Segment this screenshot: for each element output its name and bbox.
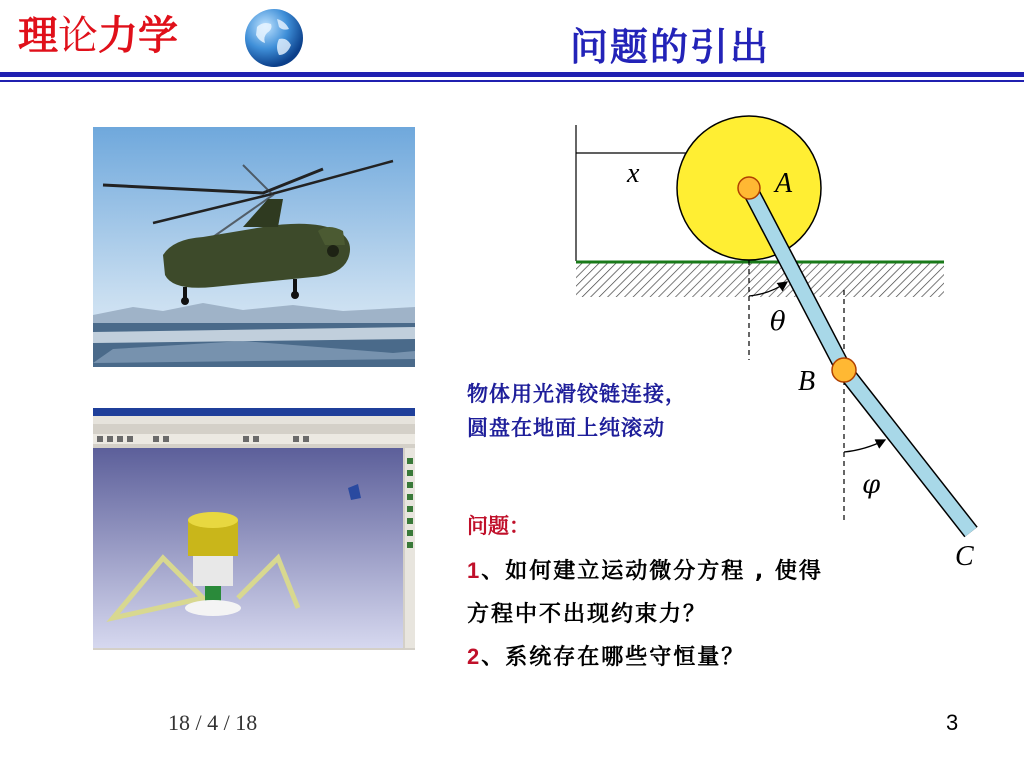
header-rule-thick (0, 72, 1024, 77)
cad-software-screenshot (93, 408, 415, 650)
question-1-number: 1 (467, 558, 482, 583)
question-1-line-2: 方程中不出现约束力？ (467, 602, 708, 627)
label-theta: θ (770, 307, 786, 337)
label-phi: φ (862, 470, 881, 500)
note-line-1: 物体用光滑铰链连接， (467, 382, 687, 406)
footer-date: 18 / 4 / 18 (168, 710, 258, 735)
course-brand (18, 10, 178, 62)
brand-char-2: 论 (58, 13, 98, 59)
globe-icon (243, 7, 305, 69)
brand-char-1: 理 (18, 13, 58, 59)
questions-heading: 问题： (467, 514, 530, 538)
question-2-line (467, 640, 745, 671)
question-1-text: 、如何建立运动微分方程 , 使得 (481, 559, 823, 584)
mechanism-diagram (565, 110, 995, 580)
slide-title: 问题的引出 (570, 25, 771, 69)
label-C: C (955, 541, 974, 572)
label-B: B (798, 366, 816, 397)
header-rule-thin (0, 80, 1024, 82)
helicopter-photo (93, 127, 415, 367)
question-1-line-1 (467, 554, 823, 585)
brand-char-3: 力学 (98, 13, 178, 59)
page-number: 3 (946, 710, 959, 735)
label-A: A (775, 168, 793, 199)
label-x: x (627, 158, 640, 189)
question-2-text: 、系统存在哪些守恒量？ (481, 645, 746, 670)
note-line-2: 圆盘在地面上纯滚动 (467, 416, 665, 440)
question-2-number: 2 (467, 644, 482, 669)
